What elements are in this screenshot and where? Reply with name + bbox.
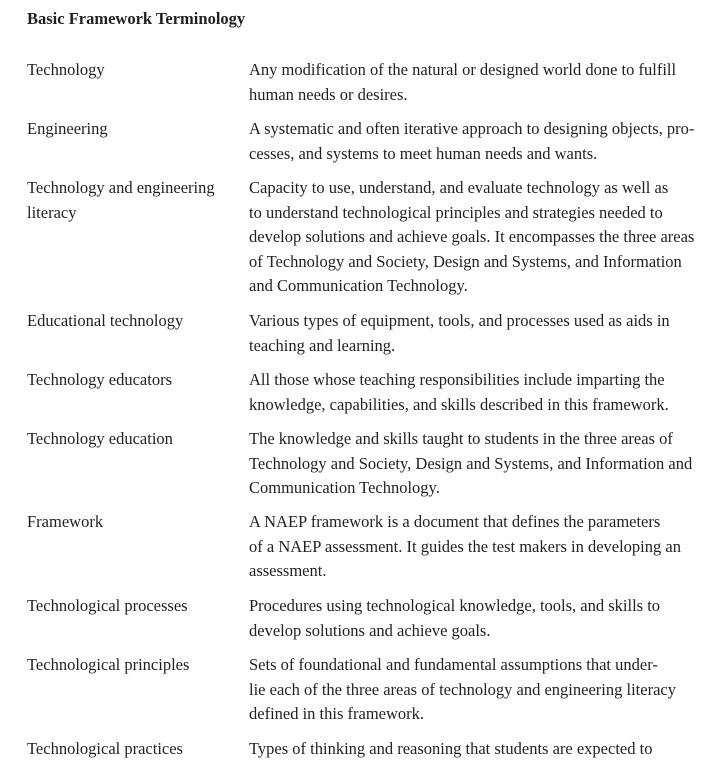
term-line: Technology education bbox=[27, 429, 173, 448]
term-line: literacy bbox=[27, 202, 77, 222]
definition-line: to understand technological principles and strategies needed to bbox=[249, 202, 663, 222]
definition-line: The knowledge and skills taught to students in the three areas of bbox=[249, 429, 673, 448]
term bbox=[27, 117, 237, 142]
term bbox=[27, 368, 237, 393]
definition-line: of a NAEP assessment. It guides the test makers in developing an bbox=[249, 536, 681, 556]
term bbox=[27, 309, 237, 334]
definition-line: Communication Technology. bbox=[249, 478, 440, 498]
term bbox=[27, 58, 237, 83]
definition-line: Procedures using technological knowledge, tools, and skills to bbox=[249, 596, 661, 615]
term-line: Framework bbox=[27, 512, 104, 531]
term bbox=[27, 653, 237, 678]
definition-line: and Communication Technology. bbox=[249, 276, 468, 296]
definition bbox=[249, 117, 719, 166]
definition bbox=[249, 653, 719, 727]
definition-line: Various types of equipment, tools, and processes used as aids in bbox=[249, 311, 670, 330]
term-line: Technology educators bbox=[27, 370, 173, 389]
term bbox=[27, 737, 237, 762]
definition-line: All those whose teaching responsibilities include imparting the bbox=[249, 370, 665, 389]
definition-line: human needs or desires. bbox=[249, 84, 408, 104]
section-heading: Basic Framework Terminology bbox=[27, 9, 246, 28]
definition-line: develop solutions and achieve goals. It encompasses the three areas bbox=[249, 227, 695, 247]
definition-line: teaching and learning. bbox=[249, 335, 396, 355]
definition-line: assessment. bbox=[249, 561, 327, 581]
term-line: Technological principles bbox=[27, 655, 190, 674]
term-line: Technology and engineering bbox=[27, 178, 215, 197]
term-line: Technological practices bbox=[27, 739, 183, 758]
definition bbox=[249, 176, 719, 299]
term-line: Educational technology bbox=[27, 311, 184, 330]
definition-line: Capacity to use, understand, and evaluate technology as well as bbox=[249, 178, 669, 197]
definition bbox=[249, 510, 719, 584]
definition-line: A systematic and often iterative approach to designing objects, pro- bbox=[249, 119, 695, 138]
definition-line: defined in this framework. bbox=[249, 704, 425, 724]
term bbox=[27, 510, 237, 535]
definition bbox=[249, 368, 719, 417]
definition-line: Technology and Society, Design and Systems, and Information and bbox=[249, 453, 693, 473]
term bbox=[27, 427, 237, 452]
definition-line: knowledge, capabilities, and skills described in this framework. bbox=[249, 394, 669, 414]
definition bbox=[249, 58, 719, 107]
definition-line: lie each of the three areas of technology and engineering literacy bbox=[249, 679, 676, 699]
definition bbox=[249, 309, 719, 358]
definition bbox=[249, 737, 719, 762]
definition-line: Any modification of the natural or designed world done to fulfill bbox=[249, 60, 677, 79]
term-line: Engineering bbox=[27, 119, 108, 138]
definition-line: Types of thinking and reasoning that students are expected to bbox=[249, 739, 653, 758]
term bbox=[27, 594, 237, 619]
definition-line: develop solutions and achieve goals. bbox=[249, 620, 491, 640]
definition-line: cesses, and systems to meet human needs and wants. bbox=[249, 143, 598, 163]
definition-line: of Technology and Society, Design and Systems, and Information bbox=[249, 251, 682, 271]
definition bbox=[249, 427, 719, 501]
definition bbox=[249, 594, 719, 643]
term-line: Technology bbox=[27, 60, 105, 79]
definition-line: Sets of foundational and fundamental assumptions that under- bbox=[249, 655, 658, 674]
term bbox=[27, 176, 237, 225]
term-line: Technological processes bbox=[27, 596, 188, 615]
definition-line: A NAEP framework is a document that defines the parameters bbox=[249, 512, 661, 531]
